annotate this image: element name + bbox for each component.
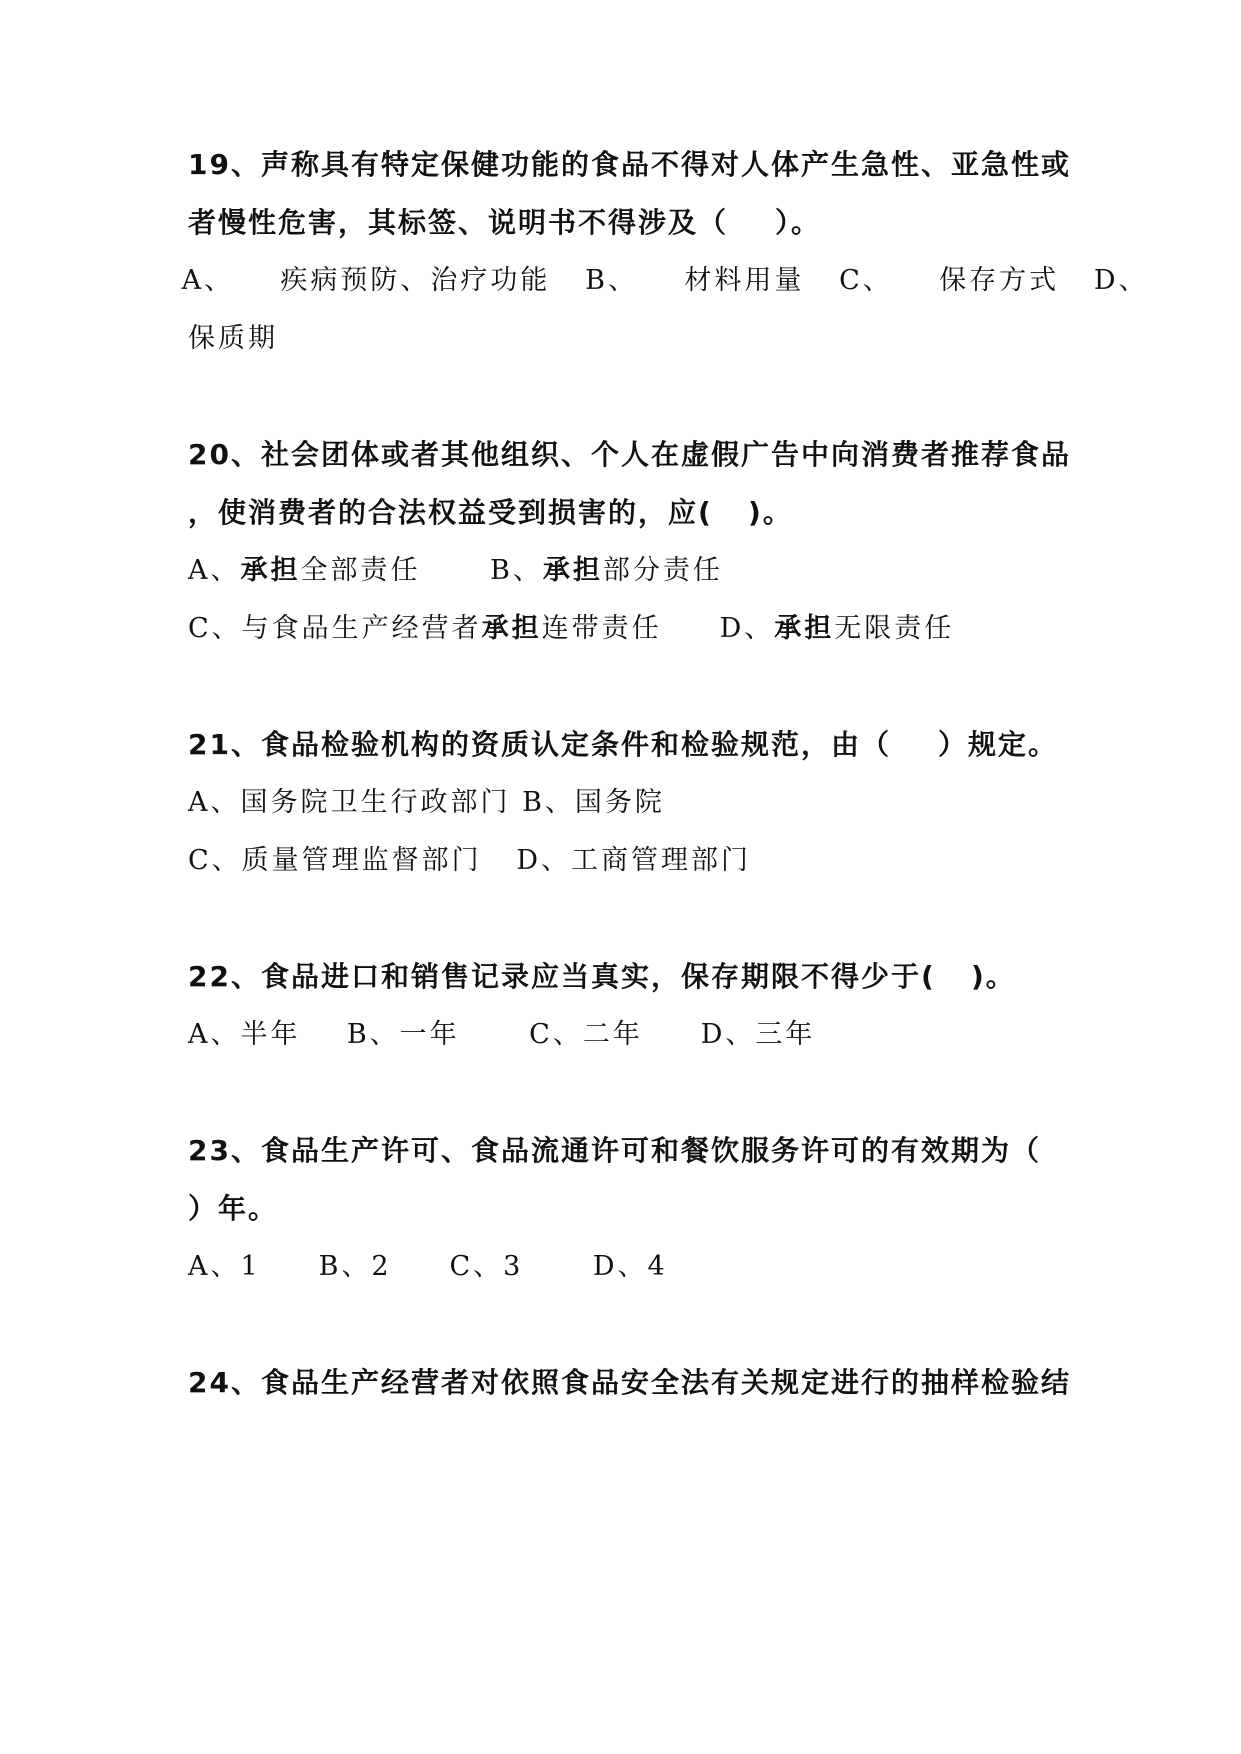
question-22-options-line-1: A、半年 B、一年 C、二年 D、三年 [188,1019,816,1050]
question-23-line-1: 23、食品生产许可、食品流通许可和餐饮服务许可的有效期为（ [188,1134,1041,1167]
question-20-line-1: 20、社会团体或者其他组织、个人在虚假广告中向消费者推荐食品 [188,438,1071,471]
option-a-bold: 承担 [240,555,301,586]
question-19-options-line-1: A、 疾病预防、治疗功能 B、 材料用量 C、 保存方式 D、 [170,265,1149,296]
question-24-line-1: 24、食品生产经营者对依照食品安全法有关规定进行的抽样检验结 [188,1366,1071,1399]
question-20-options-line-1 [188,551,723,591]
question-21-options-line-1: A、国务院卫生行政部门 B、国务院 [188,787,665,818]
question-19-options-line-2: 保质期 [188,323,278,354]
question-21-options-line-2: C、质量管理监督部门 D、工商管理部门 [188,845,752,876]
question-19-line-1: 19、声称具有特定保健功能的食品不得对人体产生急性、亚急性或 [188,148,1071,181]
option-c-bold: 承担 [481,613,542,644]
question-23-line-2: ）年。 [188,1192,279,1225]
option-d-suffix: 无限责任 [834,613,955,644]
option-c-suffix: 连带责任 D、 [541,613,775,644]
question-22-line-1: 22、食品进口和销售记录应当真实，保存期限不得少于( )。 [188,960,1016,993]
question-21-line-1: 21、食品检验机构的资质认定条件和检验规范，由（ ）规定。 [188,728,1058,761]
option-d-bold: 承担 [774,613,835,644]
option-a-prefix: A、 [188,555,241,586]
option-c-prefix: C、与食品生产经营者 [188,613,482,644]
option-a-suffix: 全部责任 B、 [300,555,543,586]
option-b-suffix: 部分责任 [602,555,723,586]
question-19-line-2: 者慢性危害，其标签、说明书不得涉及（ ）。 [188,206,821,239]
question-20-options-line-2 [188,609,954,649]
question-23-options-line-1: A、1 B、2 C、3 D、4 [188,1251,668,1282]
question-20-line-2: ，使消费者的合法权益受到损害的，应( )。 [188,496,793,529]
option-b-bold: 承担 [542,555,603,586]
